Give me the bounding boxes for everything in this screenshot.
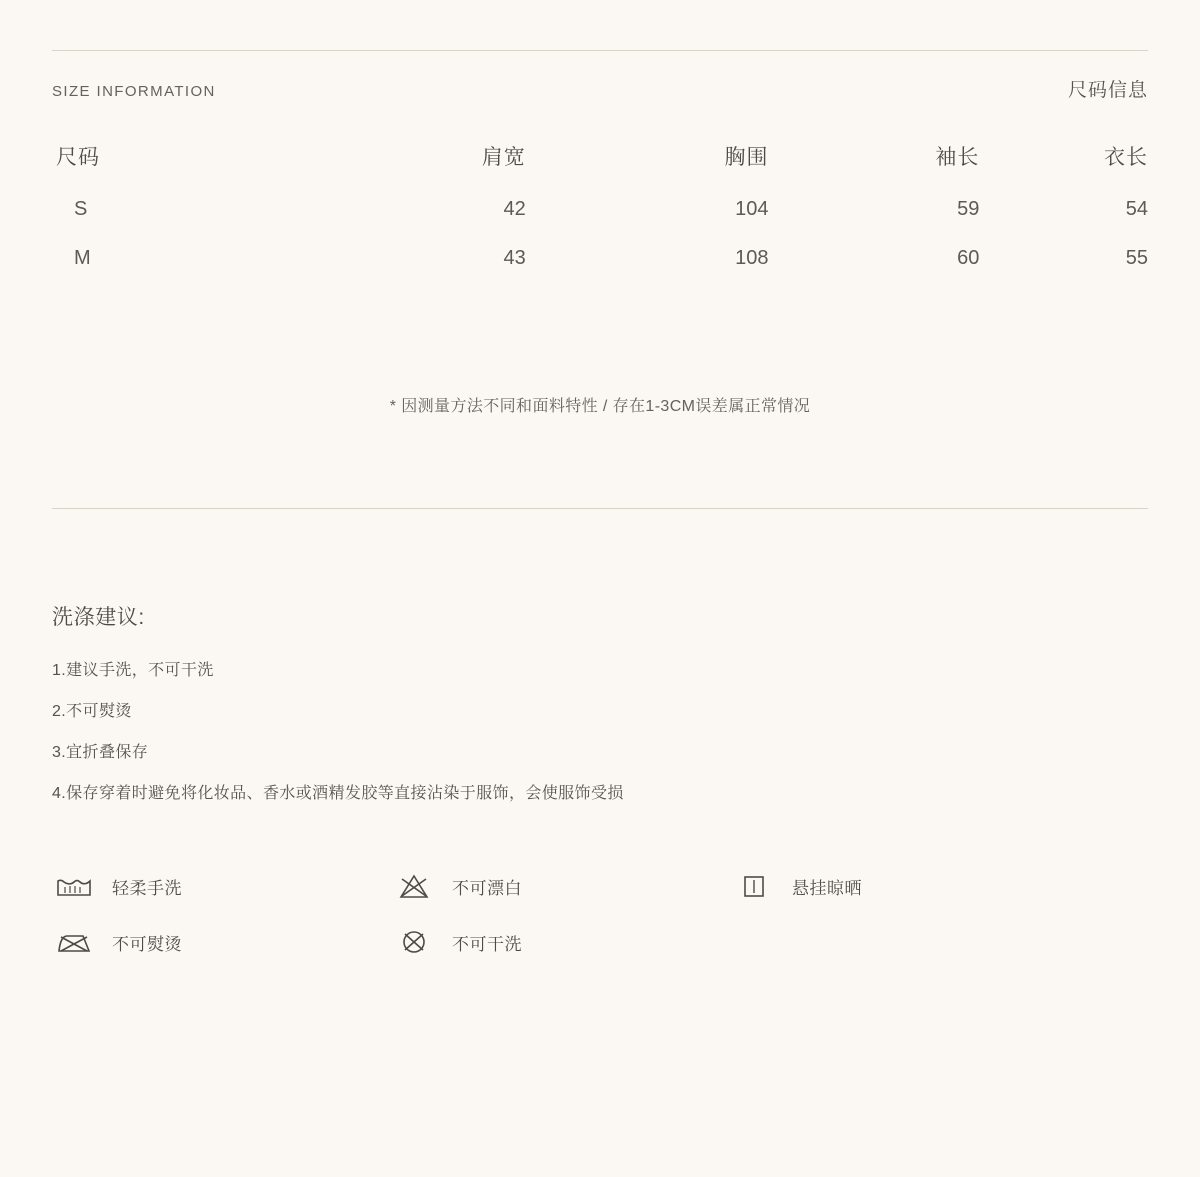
care-instructions-title: 洗涤建议: [52,606,145,629]
care-symbol-do-not-bleach [392,869,732,903]
section-divider [52,508,1148,509]
do-not-bleach-icon [392,869,436,903]
cell-length: 54 [1125,198,1148,220]
care-symbol-label: 不可漂白 [452,878,522,898]
measurement-tolerance-note: * 因测量方法不同和面料特性 / 存在1-3CM误差属正常情况 [389,398,811,415]
table-row [52,234,1148,283]
do-not-iron-icon [52,925,96,959]
size-information-title-en: SIZE INFORMATION [52,83,216,100]
cell-bust: 104 [735,198,769,220]
care-symbol-label: 不可干洗 [452,934,522,954]
column-header-sleeve: 袖长 [935,146,980,169]
do-not-dry-clean-icon [392,925,436,959]
care-symbol-row [52,869,1148,903]
care-instructions-list [52,657,1148,803]
size-information-title-cn: 尺码信息 [1067,80,1148,101]
care-instruction-item: 1.建议手洗，不可干洗 [52,662,214,679]
column-header-shoulder: 肩宽 [481,146,526,169]
cell-size: M [74,247,91,269]
care-symbol-label: 轻柔手洗 [112,878,182,898]
size-chart-head [52,140,1148,185]
care-symbol-row [52,925,1148,959]
care-symbol-label: 悬挂晾晒 [792,878,862,898]
care-symbol-do-not-dry-clean [392,925,732,959]
cell-sleeve: 60 [957,247,980,269]
cell-shoulder: 42 [503,198,526,220]
line-dry-icon [732,869,776,903]
product-detail-page [0,50,1200,1177]
column-header-bust: 胸围 [724,146,769,169]
cell-length: 55 [1125,247,1148,269]
care-symbol-do-not-iron [52,925,392,959]
size-chart-table [52,140,1148,283]
care-symbol-line-dry [732,869,1052,903]
column-header-length: 衣长 [1104,146,1148,169]
table-row [52,185,1148,234]
care-instruction-item: 2.不可熨烫 [52,703,132,720]
table-header-row [52,140,1148,185]
size-information-header [52,50,1148,102]
care-symbol-label: 不可熨烫 [112,934,182,954]
column-header-size: 尺码 [56,146,100,169]
cell-bust: 108 [735,247,769,269]
size-chart-body [52,185,1148,283]
hand-wash-icon [52,869,96,903]
cell-sleeve: 59 [957,198,980,220]
care-symbols [52,869,1148,959]
care-instruction-item: 4.保存穿着时避免将化妆品、香水或酒精发胶等直接沾染于服饰，会使服饰受损 [52,785,624,802]
cell-shoulder: 43 [503,247,526,269]
care-symbol-hand-wash [52,869,392,903]
cell-size: S [74,198,88,220]
care-instruction-item: 3.宜折叠保存 [52,744,149,761]
